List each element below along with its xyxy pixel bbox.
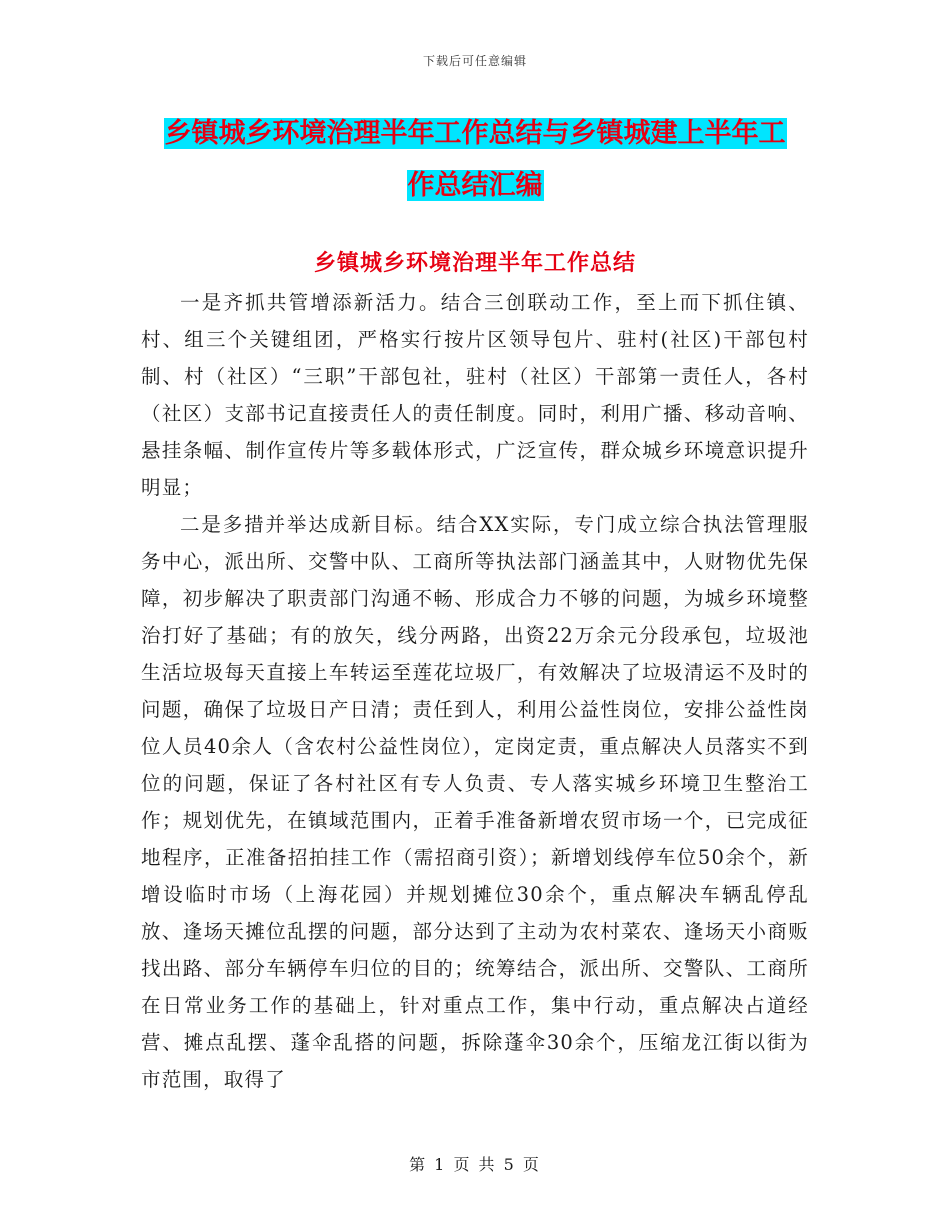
header-note: 下载后可任意编辑 (422, 54, 527, 68)
paragraph-1: 一是齐抓共管增添新活力。结合三创联动工作，至上而下抓住镇、村、组三个关键组团，严格实行按片区领导包片、驻村(社区)干部包村制、村（社区）“三职”干部包社，驻村（社区）干部第一责任人，各村（社区）支部书记直接责任人的责任制度。同时，利用广播、移动音响、悬挂条幅、制作宣传片等多载体形式，广泛宣传，群众城乡环境意识提升明显； (141, 291, 809, 499)
section-title: 乡镇城乡环境治理半年工作总结 (313, 250, 636, 276)
document-title (140, 108, 810, 212)
paragraph-2: 二是多措并举达成新目标。结合XX实际，专门成立综合执法管理服务中心，派出所、交警中队、工商所等执法部门涵盖其中，人财物优先保障，初步解决了职责部门沟通不畅、形成合力不够的问题，为城乡环境整治打好了基础；有的放矢，线分两路，出资22万余元分段承包，垃圾池生活垃圾每天直接上车转运至莲花垃圾厂，有效解决了垃圾清运不及时的问题，确保了垃圾日产日清；责任到人，利用公益性岗位，安排公益性岗位人员40余人（含农村公益性岗位），定岗定责，重点解决人员落实不到位的问题，保证了各村社区有专人负责、专人落实城乡环境卫生整治工作；规划优先，在镇域范围内，正着手准备新增农贸市场一个，已完成征地程序，正准备招拍挂工作（需招商引资）；新增划线停车位50余个，新增设临时市场（上海花园）并规划摊位30余个，重点解决车辆乱停乱放、逢场天摊位乱摆的问题，部分达到了主动为农村菜农、逢场天小商贩找出路、部分车辆停车归位的目的；统筹结合，派出所、交警队、工商所在日常业务工作的基础上，针对重点工作，集中行动，重点解决占道经营、摊点乱摆、蓬伞乱搭的问题，拆除蓬伞30余个，压缩龙江街以街为市范围，取得了 (141, 513, 809, 1091)
document-title-line-1: 乡镇城乡环境治理半年工作总结与乡镇城建上半年工 (164, 118, 786, 149)
document-title-line-2: 作总结汇编 (407, 170, 543, 201)
page-footer: 第 1 页 共 5 页 (409, 1155, 541, 1174)
body-text (141, 284, 809, 1098)
